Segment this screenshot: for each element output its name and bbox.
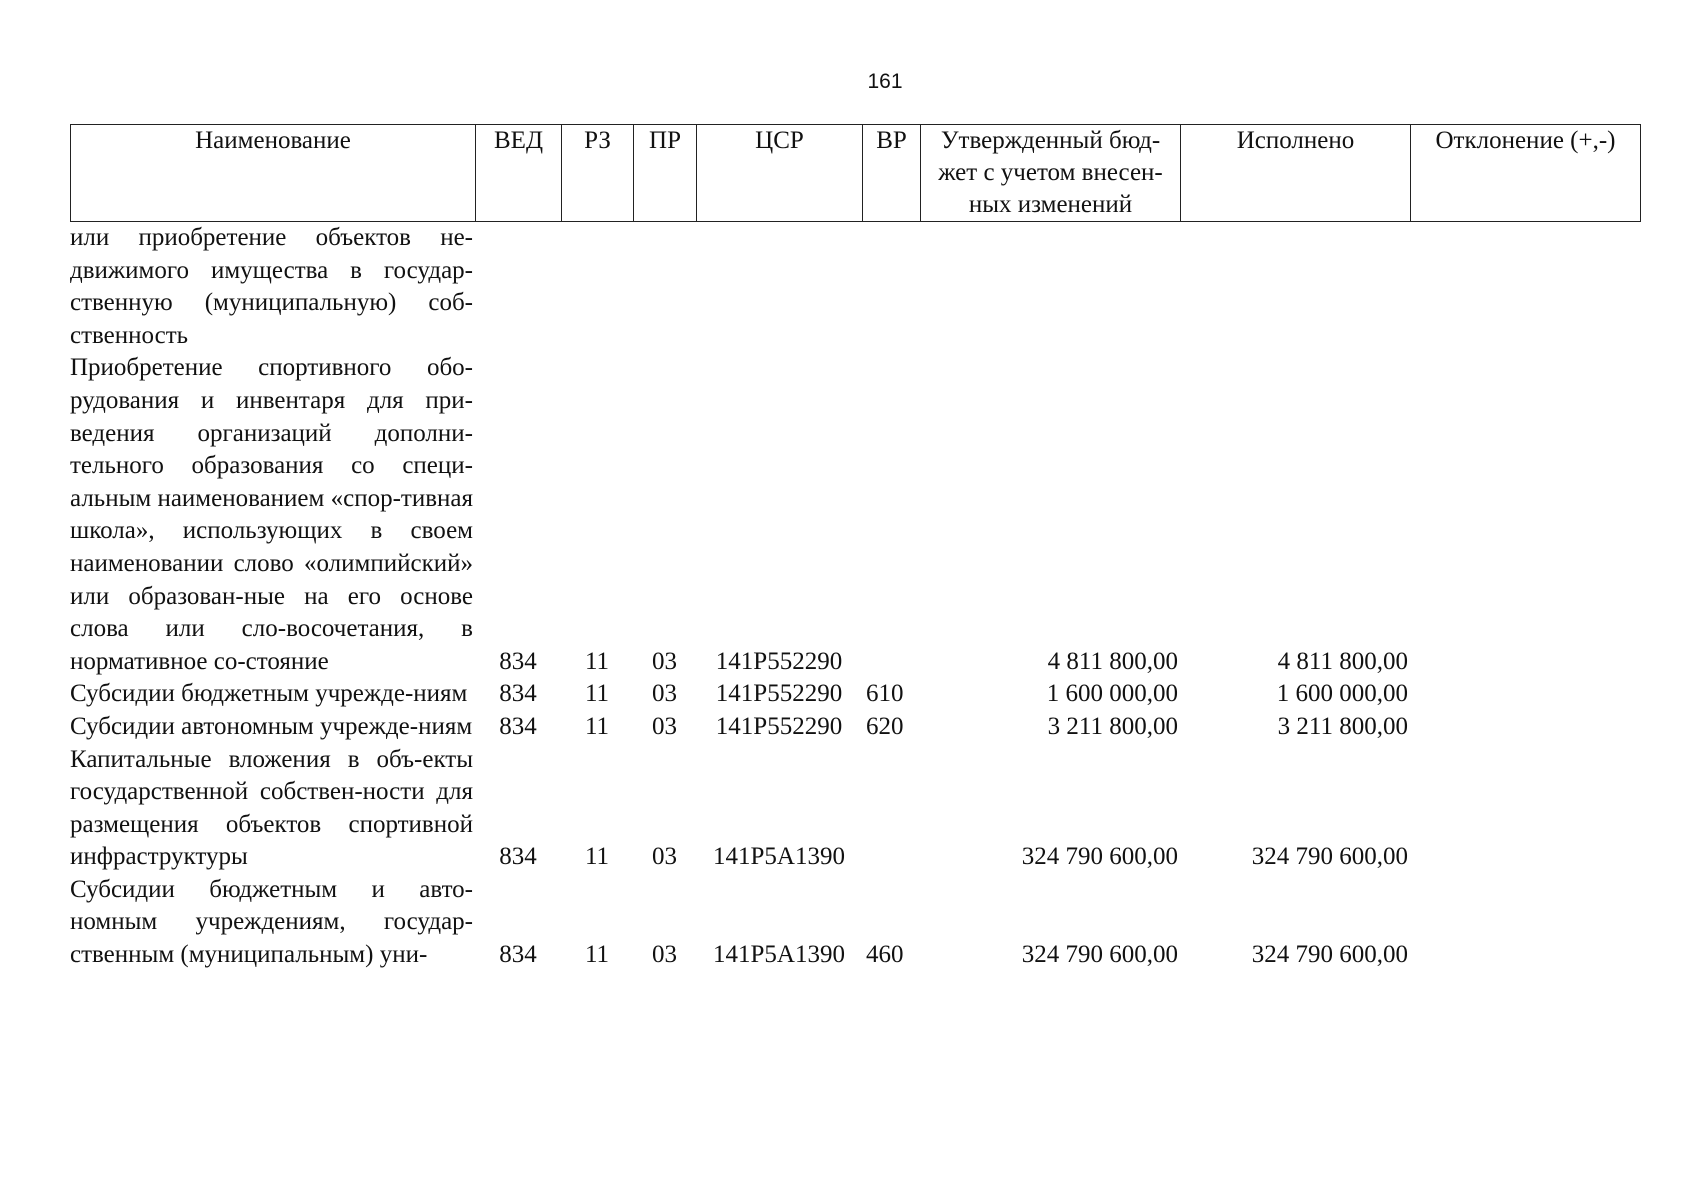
column-header-pr: ПР	[634, 125, 697, 222]
row-name: Субсидии автономным учрежде-ниям	[70, 712, 473, 740]
row-vr: 610	[866, 680, 904, 708]
table-row	[70, 222, 1640, 352]
row-ved: 834	[499, 843, 537, 871]
row-name: Субсидии бюджетным учрежде-ниям	[70, 680, 468, 708]
row-ved: 834	[499, 647, 537, 675]
row-pr: 03	[652, 843, 677, 871]
row-name: Капитальные вложения в объ-екты государственной собствен-ности для размещения объектов спортивной инфраструктуры	[70, 745, 473, 871]
row-done: 4 811 800,00	[1277, 647, 1408, 675]
column-header-vr: ВР	[863, 125, 921, 222]
row-ved: 834	[499, 680, 537, 708]
row-pr: 03	[652, 712, 677, 740]
row-rz: 11	[584, 941, 610, 969]
row-ved: 834	[499, 941, 537, 969]
row-done: 3 211 800,00	[1277, 712, 1408, 740]
row-csr: 141P552290	[715, 680, 843, 708]
table-row	[70, 874, 1640, 972]
row-done: 324 790 600,00	[1251, 843, 1408, 871]
row-csr: 141P5A1390	[713, 843, 845, 871]
row-budget: 4 811 800,00	[1047, 647, 1178, 675]
column-header-deviation: Отклонение (+,-)	[1411, 125, 1641, 222]
row-name: Субсидии бюджетным и авто-номным учреждениям, государ-ственным (муниципальным) уни-	[70, 875, 473, 969]
row-pr: 03	[652, 941, 677, 969]
table-body	[70, 222, 1640, 972]
row-done: 1 600 000,00	[1276, 680, 1408, 708]
row-csr: 141P552290	[715, 712, 843, 740]
row-budget: 1 600 000,00	[1046, 680, 1178, 708]
row-rz: 11	[584, 680, 610, 708]
row-budget: 3 211 800,00	[1047, 712, 1178, 740]
row-pr: 03	[652, 680, 677, 708]
row-rz: 11	[584, 647, 610, 675]
page-number: 161	[867, 70, 903, 93]
table-row	[70, 678, 1640, 711]
row-csr: 141P552290	[715, 647, 843, 675]
row-csr: 141P5A1390	[713, 941, 845, 969]
table-row	[70, 744, 1640, 874]
column-header-csr: ЦСР	[697, 125, 863, 222]
column-header-budget: Утвержденный бюд-жет с учетом внесен-ных изменений	[921, 125, 1181, 222]
row-budget: 324 790 600,00	[1021, 941, 1178, 969]
row-done: 324 790 600,00	[1251, 941, 1408, 969]
table-header	[70, 124, 1641, 222]
table-row	[70, 352, 1640, 678]
row-name: Приобретение спортивного обо-рудования и инвентаря для при-ведения организаций дополни-тельного образования со специ-альным наименованием «спор-тивная школа», использующих в своем наименовании слово «олимпийский» или образован-ные на его основе слова или сло-восочетания, в нормативное со-стояние	[70, 354, 473, 675]
row-vr: 620	[866, 712, 904, 740]
column-header-rz: РЗ	[562, 125, 634, 222]
table-row	[70, 711, 1640, 744]
column-header-name: Наименование	[71, 125, 476, 222]
row-pr: 03	[652, 647, 677, 675]
row-name: или приобретение объектов не-движимого имущества в государ-ственную (муниципальную) соб-ственность	[70, 224, 473, 349]
column-header-ved: ВЕД	[476, 125, 562, 222]
row-budget: 324 790 600,00	[1021, 843, 1178, 871]
row-rz: 11	[584, 843, 610, 871]
row-rz: 11	[584, 712, 610, 740]
column-header-done: Исполнено	[1181, 125, 1411, 222]
row-ved: 834	[499, 712, 537, 740]
row-vr: 460	[866, 941, 904, 969]
